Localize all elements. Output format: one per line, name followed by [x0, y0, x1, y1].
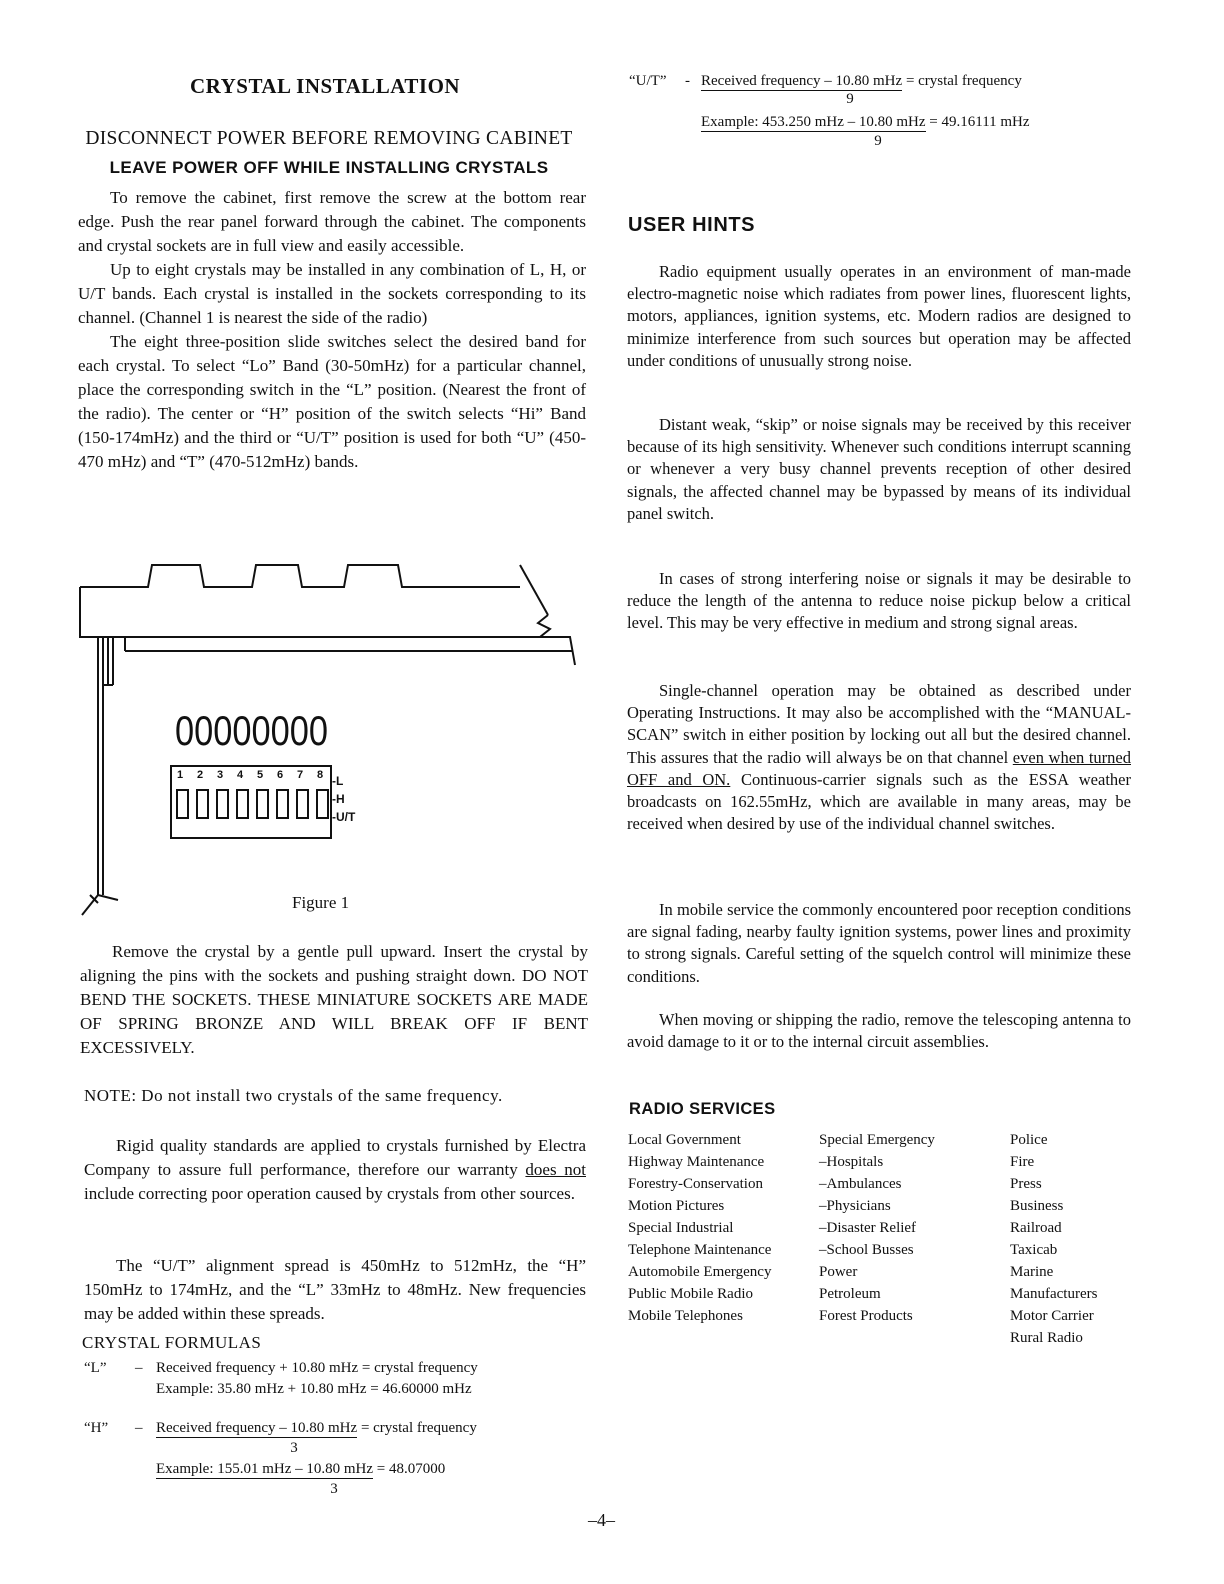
service-item: Automobile Emergency: [628, 1264, 772, 1280]
service-item: Marine: [1010, 1264, 1054, 1280]
service-item: Mobile Telephones: [628, 1308, 743, 1324]
service-item: Petroleum: [819, 1286, 881, 1302]
paragraph-crystal-combination: Up to eight crystals may be installed in any combination of L, H, or U/T bands. Each crystal is installed in the sockets corresponding to its channel. (Channel 1 is nearest the side of the radio): [78, 260, 586, 327]
service-item: Public Mobile Radio: [628, 1286, 753, 1302]
service-item: –Physicians: [819, 1198, 891, 1214]
service-item: Special Industrial: [628, 1220, 734, 1236]
formula-ut-example-divisor: 9: [874, 133, 882, 149]
service-item: –Disaster Relief: [819, 1220, 917, 1236]
formula-h-example-numerator: Example: 155.01 mHz – 10.80 mHz: [156, 1461, 374, 1477]
service-item: Business: [1010, 1198, 1064, 1214]
hint-antenna-length: In cases of strong interfering noise or signals it may be desirable to reduce the length of the antenna to reduce noise pickup below a critical level. This may be very effective in medium and strong signal areas.: [627, 569, 1131, 633]
service-item: Power: [819, 1264, 858, 1280]
hint-single-channel-1: Single-channel operation may be obtained as described under Operating Instructions. It may also be accomplished with the “MANUAL-SCAN” switch in either position by locking out all but the desired channel. This assures that the radio will always be on that channel: [627, 681, 1131, 767]
service-item: Fire: [1010, 1154, 1035, 1170]
service-item: Manufacturers: [1010, 1286, 1098, 1302]
note-same-frequency: NOTE: Do not install two crystals of the same frequency.: [84, 1086, 503, 1105]
service-item: Forest Products: [819, 1308, 913, 1324]
chassis-top-edge: [80, 565, 520, 587]
formula-h-divisor: 3: [290, 1440, 298, 1456]
formula-ut-example-result: = 49.16111 mHz: [925, 114, 1030, 130]
service-item: Motor Carrier: [1010, 1308, 1094, 1324]
formula-h-example-divisor: 3: [330, 1481, 338, 1497]
service-item: Telephone Maintenance: [628, 1242, 772, 1258]
hint-noise-environment: Radio equipment usually operates in an environment of man-made electro-magnetic noise which radiates from power lines, fluorescent lights, motors, appliances, ignition systems, etc. Modern radios are designed to minimize interference from such sources but operation may be affected under conditions of unusually strong noise.: [627, 262, 1131, 370]
formula-ut-dash: -: [685, 73, 690, 89]
services-column-1: [628, 1129, 771, 1327]
service-item: Motion Pictures: [628, 1198, 725, 1214]
formula-l-band: “L”: [84, 1360, 107, 1376]
paragraph-remove-cabinet: To remove the cabinet, first remove the screw at the bottom rear edge. Push the rear panel forward through the cabinet. The components and crystal sockets are in full view and easily accessible.: [78, 188, 586, 255]
formula-ut-result: = crystal frequency: [902, 73, 1022, 89]
service-item: Special Emergency: [819, 1132, 935, 1148]
service-item: Forestry-Conservation: [628, 1176, 763, 1192]
user-hints-heading: USER HINTS: [628, 214, 756, 236]
service-item: –Hospitals: [819, 1154, 884, 1170]
hint-moving-shipping: When moving or shipping the radio, remove the telescoping antenna to avoid damage to it or to the internal circuit assemblies.: [627, 1010, 1131, 1052]
services-column-3: [1010, 1129, 1097, 1349]
band-label-l: -L: [332, 774, 344, 788]
service-item: Police: [1010, 1132, 1048, 1148]
formula-l: Received frequency + 10.80 mHz = crystal frequency: [156, 1360, 478, 1376]
service-item: –Ambulances: [819, 1176, 902, 1192]
paragraph-remove-crystal: Remove the crystal by a gentle pull upward. Insert the crystal by aligning the pins with the sockets and pushing straight down. DO NOT BEND THE SOCKETS. THESE MINIATURE SOCKETS ARE MADE OF SPRING BRONZE AND WILL BREAK OFF IF BENT EXCESSIVELY.: [80, 942, 588, 1057]
channel-number: 6: [277, 769, 284, 781]
channel-number: 7: [297, 769, 304, 781]
channel-number: 2: [197, 769, 204, 781]
formula-h-band: “H”: [84, 1420, 109, 1436]
service-item: Press: [1010, 1176, 1042, 1192]
band-label-h: -H: [332, 792, 345, 806]
service-item: Railroad: [1010, 1220, 1062, 1236]
service-item: Local Government: [628, 1132, 741, 1148]
paragraph-slide-switches: The eight three-position slide switches select the desired band for each crystal. To select “Lo” Band (30-50mHz) for a particular channel, place the corresponding switch in the “L” position. (Nearest the front of the radio). The center or “H” position of the switch selects “Hi” Band (150-174mHz) and the third or “U/T” position is used for both “U” (450-470 mHz) and “T” (470-512mHz) bands.: [78, 332, 586, 471]
warranty-text-2: include correcting poor operation caused by crystals from other sources.: [84, 1184, 575, 1203]
channel-number: 4: [237, 769, 244, 781]
figure-caption: Figure 1: [292, 893, 350, 912]
formula-ut-numerator: Received frequency – 10.80 mHz: [701, 73, 903, 89]
formula-h-numerator: Received frequency – 10.80 mHz: [156, 1420, 358, 1436]
formula-l-example: Example: 35.80 mHz + 10.80 mHz = 46.60000 mHz: [156, 1381, 472, 1397]
warning-disconnect: DISCONNECT POWER BEFORE REMOVING CABINET: [85, 128, 573, 149]
section-title: CRYSTAL INSTALLATION: [190, 74, 461, 98]
figure-1-diagram: [40, 555, 600, 925]
hint-mobile-service: In mobile service the commonly encountered poor reception conditions are signal fading, nearby faulty ignition systems, power lines and proximity to strong signals. Careful setting of the squelch control will minimize these conditions.: [627, 900, 1131, 986]
hint-single-channel-emphasis: even when turned OFF and ON.: [627, 747, 1131, 789]
formula-h-dash: –: [135, 1420, 143, 1436]
services-column-2: [819, 1129, 935, 1327]
service-item: Highway Maintenance: [628, 1154, 765, 1170]
page-number: –4–: [588, 1510, 615, 1530]
paragraph-alignment-spread: The “U/T” alignment spread is 450mHz to 512mHz, the “H” 150mHz to 174mHz, and the “L” 33mHz to 48mHz. New frequencies may be added within these spreads.: [84, 1256, 586, 1323]
formula-h-example-result: = 48.07000: [373, 1461, 446, 1477]
formula-l-dash: –: [135, 1360, 143, 1376]
service-item: Rural Radio: [1010, 1330, 1083, 1346]
warning-power-off: LEAVE POWER OFF WHILE INSTALLING CRYSTALS: [109, 158, 549, 177]
warranty-does-not: does not: [525, 1160, 586, 1179]
service-item: Taxicab: [1010, 1242, 1058, 1258]
service-item: –School Busses: [819, 1242, 914, 1258]
radio-services-heading: RADIO SERVICES: [629, 1100, 776, 1118]
channel-number: 1: [177, 769, 184, 781]
band-label-ut: -U/T: [332, 810, 356, 824]
channel-number: 3: [217, 769, 224, 781]
formula-ut-example-numerator: Example: 453.250 mHz – 10.80 mHz: [701, 114, 926, 130]
channel-number: 5: [257, 769, 264, 781]
hint-skip-signals: Distant weak, “skip” or noise signals may be received by this receiver because of its high sensitivity. Whenever such conditions interrupt scanning or whenever a very busy channel prevents reception of other desired signals, the affected channel may be bypassed by means of its individual panel switch.: [627, 415, 1131, 523]
crystal-sockets-label: 00000000: [175, 707, 328, 754]
formula-h-result: = crystal frequency: [357, 1420, 477, 1436]
channel-number: 8: [317, 769, 324, 781]
formula-ut-divisor: 9: [846, 91, 854, 107]
hint-single-channel-2: Continuous-carrier signals such as the ESSA weather broadcasts on 162.55mHz, which are available in many areas, may be received when desired by use of the individual channel switches.: [627, 769, 1131, 834]
warranty-text-1: Rigid quality standards are applied to crystals furnished by Electra Company to assure full performance, therefore our warranty: [84, 1136, 586, 1179]
formulas-heading: CRYSTAL FORMULAS: [82, 1333, 262, 1352]
formula-ut-band: “U/T”: [629, 73, 667, 89]
